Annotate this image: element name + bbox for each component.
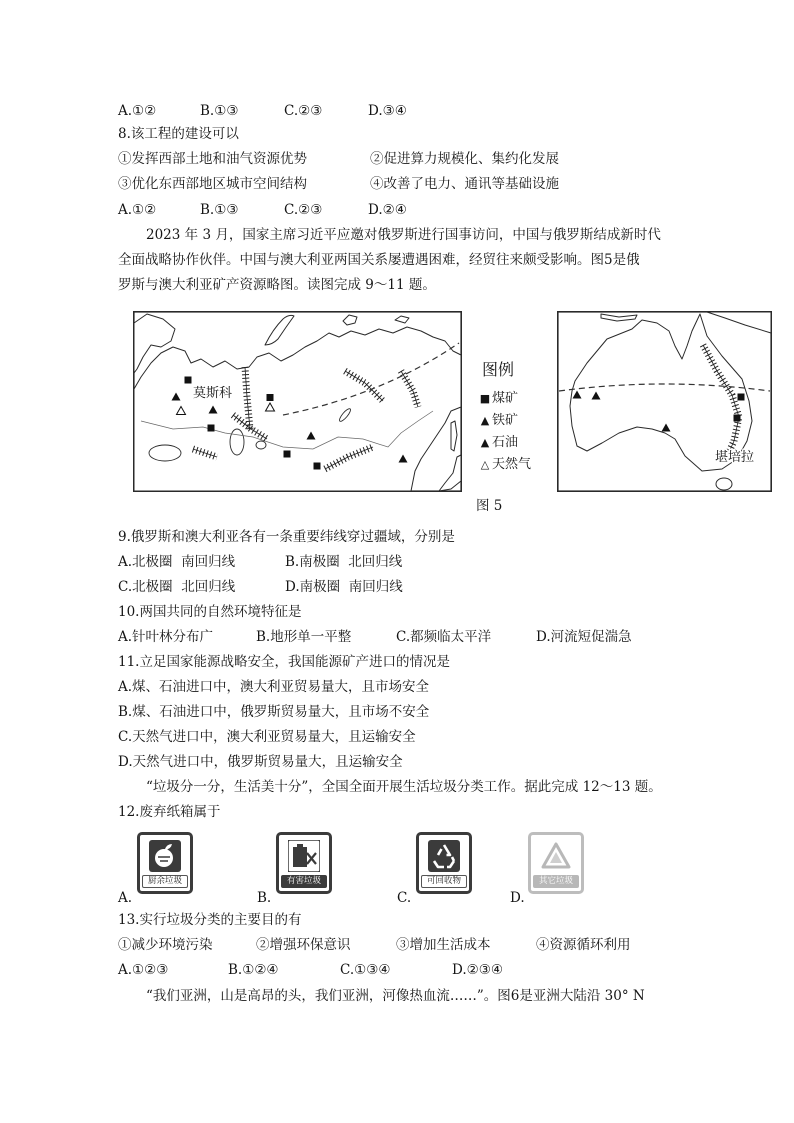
q7-option-a: A.①② — [118, 103, 157, 119]
q12-option-c-letter: C. — [397, 890, 412, 906]
q12-option-b-letter: B. — [257, 890, 272, 906]
bin-label: 有害垃圾 — [281, 875, 327, 888]
passage-figure-6: “我们亚洲，山是高昂的头，我们亚洲，河像热血流……”。图6是亚洲大陆沿 30° N — [146, 988, 645, 1004]
legend-label: 石油 — [492, 435, 519, 450]
passage-12-13: “垃圾分一分，生活美十分”，全国全面开展生活垃圾分类工作。据此完成 12～13 题。 — [146, 779, 662, 795]
canberra-label: 堪培拉 — [715, 450, 755, 465]
q7-option-c: C.②③ — [284, 103, 323, 119]
q10-option-b: B.地形单一平整 — [256, 629, 352, 645]
recyclable-sign — [416, 832, 472, 894]
q12-option-a-letter: A. — [118, 890, 133, 906]
q9-option-d: D.南极圈 南回归线 — [285, 579, 403, 595]
other-waste-icon — [540, 840, 572, 872]
q9-option-c: C.北极圈 北回归线 — [118, 579, 236, 595]
q8-statement-1: ①发挥西部土地和油气资源优势 — [118, 151, 307, 167]
caspian-sea — [230, 429, 244, 455]
passage-line-3: 罗斯与澳大利亚矿产资源略图。读图完成 9～11 题。 — [118, 277, 436, 293]
legend-item-gas — [478, 454, 552, 476]
q13-statement-2: ②增强环保意识 — [256, 937, 351, 953]
q8-option-a: A.①② — [118, 202, 157, 218]
q13-option-d: D.②③④ — [452, 962, 503, 978]
coal-symbol-icon: ■ — [479, 392, 491, 405]
gas-symbol-icon: △ — [480, 458, 490, 471]
q9-stem: 9.俄罗斯和澳大利亚各有一条重要纬线穿过疆域，分别是 — [118, 529, 455, 545]
russia-resource-map — [133, 311, 462, 492]
tasmania-island — [716, 478, 732, 490]
passage-line-2: 全面战略协作伙伴。中国与澳大利亚两国关系屡遭遇困难，经贸往来颇受影响。图5是俄 — [118, 252, 640, 268]
q13-option-a: A.①②③ — [118, 962, 169, 978]
other-waste-sign — [528, 832, 584, 894]
black-sea — [149, 445, 181, 461]
q8-statement-3: ③优化东西部地区城市空间结构 — [118, 176, 307, 192]
passage-line-1: 2023 年 3 月，国家主席习近平应邀对俄罗斯进行国事访问，中国与俄罗斯结成新时代 — [146, 227, 661, 243]
q10-stem: 10.两国共同的自然环境特征是 — [118, 604, 302, 620]
aral-sea — [256, 441, 266, 449]
bin-label: 可回收物 — [421, 875, 467, 888]
oil-symbol-icon: ▲ — [480, 436, 490, 449]
q13-statement-4: ④资源循环利用 — [536, 937, 631, 953]
q12-option-d-letter: D. — [510, 890, 525, 906]
q11-option-c: C.天然气进口中，澳大利亚贸易量大，且运输安全 — [118, 729, 416, 745]
q9-option-b: B.南极圈 北回归线 — [285, 554, 403, 570]
q9-option-a: A.北极圈 南回归线 — [118, 554, 236, 570]
q8-option-b: B.①③ — [200, 202, 239, 218]
legend-title: 图例 — [482, 360, 515, 379]
q7-option-b: B.①③ — [200, 103, 239, 119]
q12-stem: 12.废弃纸箱属于 — [118, 804, 221, 820]
iron-symbol-icon: ▲ — [480, 414, 490, 427]
q13-statement-1: ①减少环境污染 — [118, 937, 213, 953]
recyclable-icon — [428, 840, 460, 872]
q13-statement-3: ③增加生活成本 — [396, 937, 491, 953]
q10-option-c: C.都频临太平洋 — [396, 629, 492, 645]
coal-mine-marker — [314, 463, 321, 470]
legend-label: 天然气 — [492, 457, 532, 472]
q11-stem: 11.立足国家能源战略安全，我国能源矿产进口的情况是 — [118, 654, 450, 670]
coal-mine-marker — [208, 425, 215, 432]
q8-option-c: C.②③ — [284, 202, 323, 218]
australia-resource-map — [557, 311, 772, 492]
q10-option-d: D.河流短促湍急 — [536, 629, 632, 645]
legend-item-iron — [478, 410, 552, 432]
legend-item-coal — [478, 388, 552, 410]
legend-label: 铁矿 — [492, 413, 519, 428]
q10-option-a: A.针叶林分布广 — [118, 629, 214, 645]
legend-label: 煤矿 — [492, 391, 519, 406]
kitchen-waste-icon — [149, 840, 181, 872]
coal-mine-marker — [185, 377, 192, 384]
figure-5-caption: 图 5 — [476, 498, 503, 514]
battery-shape — [293, 847, 307, 867]
bin-label: 其它垃圾 — [533, 875, 579, 888]
legend-item-oil — [478, 432, 552, 454]
coal-mine-marker — [284, 451, 291, 458]
hazardous-waste-sign — [276, 832, 332, 894]
kitchen-waste-sign — [137, 832, 193, 894]
q13-option-c: C.①③④ — [340, 962, 391, 978]
q11-option-a: A.煤、石油进口中，澳大利亚贸易量大，且市场安全 — [118, 679, 430, 695]
q8-option-d: D.②④ — [368, 202, 407, 218]
bin-label: 厨余垃圾 — [142, 875, 188, 888]
q7-option-d: D.③④ — [368, 103, 407, 119]
q11-option-d: D.天然气进口中，俄罗斯贸易量大，且运输安全 — [118, 754, 403, 770]
apple-shape — [155, 849, 173, 867]
q13-option-b: B.①②④ — [228, 962, 279, 978]
q8-statement-4: ④改善了电力、通讯等基础设施 — [370, 176, 559, 192]
coal-mine-marker — [738, 394, 745, 401]
coal-mine-marker — [267, 394, 274, 401]
q8-statement-2: ②促进算力规模化、集约化发展 — [370, 151, 559, 167]
moscow-label: 莫斯科 — [193, 386, 233, 401]
hazardous-waste-icon — [288, 840, 320, 872]
battery-terminal — [297, 844, 303, 847]
coal-mine-marker — [734, 415, 741, 422]
map-legend — [478, 360, 552, 476]
eurasia-coastline — [134, 327, 461, 491]
q8-stem: 8.该工程的建设可以 — [118, 126, 239, 142]
q11-option-b: B.煤、石油进口中，俄罗斯贸易量大，且市场不安全 — [118, 704, 430, 720]
q13-stem: 13.实行垃圾分类的主要目的有 — [118, 912, 302, 928]
